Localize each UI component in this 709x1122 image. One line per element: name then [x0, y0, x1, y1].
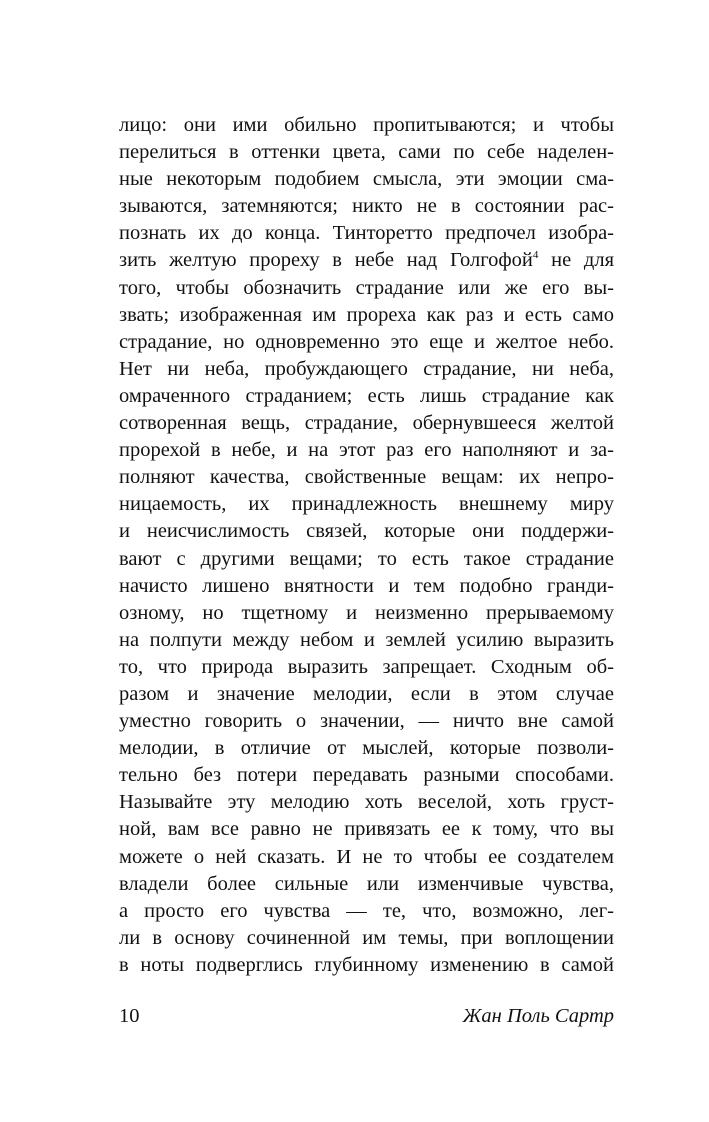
text-line: а просто его чувства — те, что, возможно, лег-: [119, 899, 614, 922]
text-line: начисто лишено внятности и тем подобно гранди-: [119, 574, 614, 597]
text-line: полняют качества, свойственные вещам: их непро-: [119, 466, 614, 489]
text-line-tail: не для: [538, 249, 614, 272]
text-line: звать; изображенная им прореха как раз и есть само: [119, 303, 614, 326]
text-line: зываются, затемняются; никто не в состоянии рас-: [119, 195, 614, 218]
text-line: познать их до конца. Тинторетто предпочел изобра-: [119, 222, 614, 245]
text-line: можете о ней сказать. И не то чтобы ее создателем: [119, 845, 614, 868]
text-line: ной, вам все равно не привязать ее к тому, что вы: [119, 818, 614, 841]
text-line: перелиться в оттенки цвета, сами по себе наделен-: [119, 141, 614, 164]
text-line: страдание, но одновременно это еще и желтое небо.: [119, 330, 614, 353]
text-line: лицо: они ими обильно пропитываются; и чтобы: [119, 114, 614, 136]
text-line-head: зить желтую прореху в небе над Голгофой: [119, 249, 533, 272]
text-line: ные некоторым подобием смысла, эти эмоции сма-: [119, 168, 614, 191]
text-line: на полпути между небом и землей усилию выразить: [119, 628, 614, 651]
text-line: уместно говорить о значении, — ничто вне самой: [119, 710, 614, 733]
text-line: омраченного страданием; есть лишь страдание как: [119, 384, 614, 407]
running-author: Жан Поль Сартр: [462, 1005, 614, 1027]
text-line: того, чтобы обозначить страдание или же его вы-: [119, 276, 614, 299]
text-line: прорехой в небе, и на этот раз его наполняют и за-: [119, 439, 614, 462]
text-line: озному, но тщетному и неизменно прерываемому: [119, 601, 614, 624]
text-line: ницаемость, их принадлежность внешнему миру: [119, 493, 614, 516]
footnote-marker[interactable]: 4: [532, 249, 539, 262]
page-footer: [119, 1002, 614, 1030]
text-line: Нет ни неба, пробуждающего страдание, ни неба,: [119, 357, 614, 380]
text-line: сотворенная вещь, страдание, обернувшееся желтой: [119, 412, 614, 435]
text-line: в ноты подверглись глубинному изменению в самой: [119, 953, 614, 976]
text-line: тельно без потери передавать разными способами.: [119, 764, 614, 787]
text-line: мелодии, в отличие от мыслей, которые позволи-: [119, 737, 614, 760]
page-number: 10: [119, 1005, 140, 1027]
text-line: вают с другими вещами; то есть такое страдание: [119, 547, 614, 570]
text-line: ли в основу сочиненной им темы, при воплощении: [119, 926, 614, 949]
text-line: Называйте эту мелодию хоть веселой, хоть груст-: [119, 791, 614, 814]
text-line: то, что природа выразить запрещает. Сходным об-: [119, 655, 614, 678]
text-line: и неисчислимость связей, которые они поддержи-: [119, 520, 614, 543]
body-text: [119, 112, 614, 979]
text-line: разом и значение мелодии, если в этом случае: [119, 682, 614, 705]
text-line-with-footnote: [119, 247, 614, 274]
text-line: владели более сильные или изменчивые чувства,: [119, 872, 614, 895]
